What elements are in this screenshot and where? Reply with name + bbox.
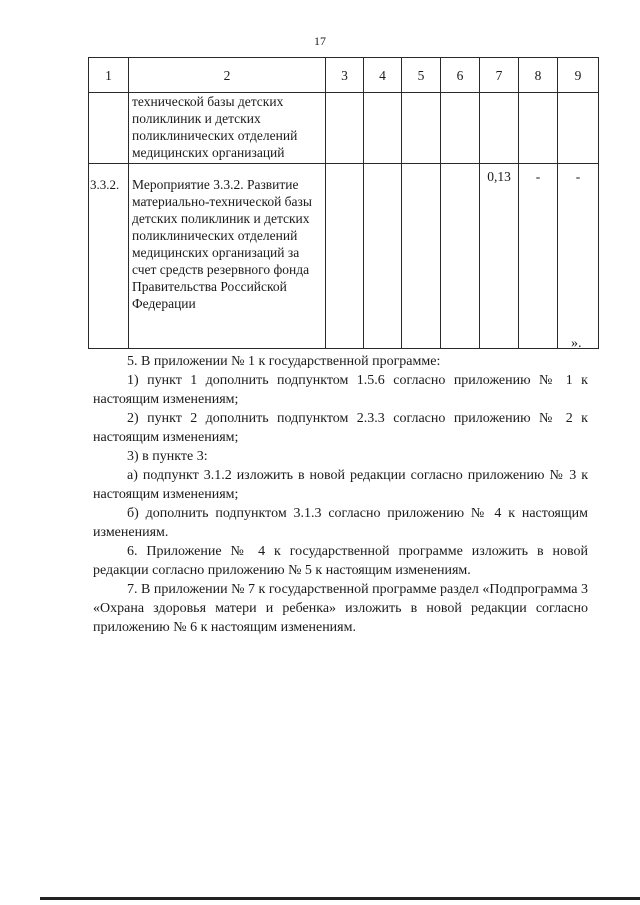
table-cell: 0,13: [480, 164, 519, 349]
table-cell: [326, 164, 364, 349]
row-name: Мероприятие 3.3.2. Развитие материально-технической базы детских поликлиник и детских поликлинических отделений медицинских организаций за счет средств резервного фонда Правительства Российской Федерации: [129, 164, 326, 349]
paragraph: б) дополнить подпунктом 3.1.3 согласно приложению № 4 к настоящим изменениям.: [93, 506, 588, 540]
table-cell: [402, 93, 441, 164]
amendments-text: [93, 352, 588, 637]
column-header: 2: [129, 58, 326, 93]
paragraph: 1) пункт 1 дополнить подпунктом 1.5.6 согласно приложению № 1 к настоящим изменениям;: [93, 373, 588, 407]
row-name: технической базы детских поликлиник и детских поликлинических отделений медицинских организаций: [129, 93, 326, 164]
paragraph: 5. В приложении № 1 к государственной программе:: [127, 354, 441, 369]
table-cell: [441, 164, 480, 349]
table-cell: -: [519, 164, 558, 349]
paragraph: 3) в пункте 3:: [127, 449, 208, 464]
table-cell: -: [558, 164, 599, 349]
paragraph: 6. Приложение № 4 к государственной программе изложить в новой редакции согласно приложению № 5 к настоящим изменениям.: [93, 544, 588, 578]
table-row: [89, 93, 599, 164]
paragraph: 7. В приложении № 7 к государственной программе раздел «Подпрограмма 3 «Охрана здоровья матери и ребенка» изложить в новой редакции согласно приложению № 6 к настоящим изменениям.: [93, 582, 588, 635]
paragraph: 2) пункт 2 дополнить подпунктом 2.3.3 согласно приложению № 2 к настоящим изменениям;: [93, 411, 588, 445]
measures-table: [88, 57, 599, 349]
table-cell: [402, 164, 441, 349]
table-cell: [480, 93, 519, 164]
column-header: 4: [364, 58, 402, 93]
column-header: 5: [402, 58, 441, 93]
column-header: 8: [519, 58, 558, 93]
row-number: [89, 93, 129, 164]
table-cell: [558, 93, 599, 164]
column-header: 7: [480, 58, 519, 93]
column-header: 3: [326, 58, 364, 93]
table-cell: [519, 93, 558, 164]
table-cell: [364, 164, 402, 349]
table-cell: [364, 93, 402, 164]
scan-edge-line: [40, 897, 640, 900]
page-number: 17: [314, 34, 326, 48]
table-header-row: [89, 58, 599, 93]
column-header: 9: [558, 58, 599, 93]
table-cell: [441, 93, 480, 164]
column-header: 1: [89, 58, 129, 93]
column-header: 6: [441, 58, 480, 93]
closing-quote: ».: [571, 336, 582, 351]
row-number: 3.3.2.: [89, 164, 129, 349]
table-row: [89, 164, 599, 349]
paragraph: а) подпункт 3.1.2 изложить в новой редакции согласно приложению № 3 к настоящим изменениям;: [93, 468, 588, 502]
table-cell: [326, 93, 364, 164]
